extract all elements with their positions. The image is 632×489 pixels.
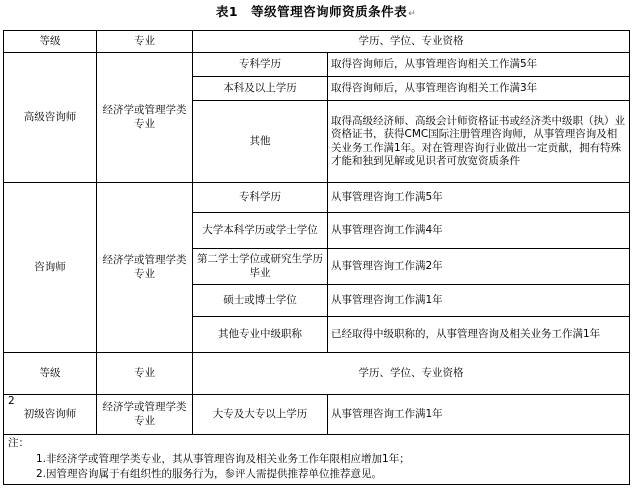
consultant-level: 咨询师	[4, 183, 97, 353]
senior-edu-3: 其他	[193, 101, 328, 183]
consultant-edu-1: 专科学历	[193, 183, 328, 213]
consultant-req-1: 从事管理咨询工作满5年	[328, 183, 630, 213]
consultant-req-2: 从事管理咨询工作满4年	[328, 213, 630, 249]
junior-level-cell	[4, 395, 97, 435]
table-title-text: 表1 等级管理咨询师资质条件表	[215, 4, 408, 19]
notes-cell	[4, 435, 630, 485]
junior-edu: 大专及大专以上学历	[193, 395, 328, 435]
notes-label: 注：	[8, 437, 29, 449]
consultant-edu-2: 大学本科学历或学士学位	[193, 213, 328, 249]
consultant-edu-3: 第二学士学位或研究生学历毕业	[193, 249, 328, 285]
header-level: 等级	[4, 31, 97, 53]
notes-row	[4, 435, 630, 485]
senior-req-3: 取得高级经济师、高级会计师资格证书或经济类中级职（执）业资格证书，获得CMC国际注册管理咨询师，从事管理咨询及相关业务工作满1年。对在管理咨询行业做出一定贡献，拥有特殊才能和独到见解或见识者可放宽资质条件	[328, 101, 630, 183]
senior-major: 经济学或管理学类专业	[97, 53, 193, 183]
header-row	[4, 31, 630, 53]
junior-row	[4, 395, 630, 435]
senior-row-1	[4, 53, 630, 77]
qualification-table	[3, 30, 630, 485]
header-major: 专业	[97, 31, 193, 53]
senior-req-1: 取得咨询师后，从事管理咨询相关工作满5年	[328, 53, 630, 77]
senior-level: 高级咨询师	[4, 53, 97, 183]
senior-edu-1: 专科学历	[193, 53, 328, 77]
junior-req: 从事管理咨询工作满1年	[328, 395, 630, 435]
consultant-major: 经济学或管理学类专业	[97, 183, 193, 353]
consultant-req-3: 从事管理咨询工作满2年	[328, 249, 630, 285]
consultant-req-5: 已经取得中级职称的，从事管理咨询及相关业务工作满1年	[328, 317, 630, 353]
header-row-2	[4, 353, 630, 395]
senior-req-2: 取得咨询师后，从事管理咨询相关工作满3年	[328, 77, 630, 101]
consultant-edu-4: 硕士或博士学位	[193, 285, 328, 317]
junior-level: 初级咨询师	[23, 407, 77, 420]
table-title	[0, 2, 632, 20]
junior-row-number: 2	[8, 395, 15, 407]
header2-qualifications: 学历、学位、专业资格	[193, 353, 630, 395]
note-item-2: 2.因管理咨询属于有组织性的服务行为，参评人需提供推荐单位推荐意见。	[36, 468, 383, 480]
consultant-row-1	[4, 183, 630, 213]
header2-major: 专业	[97, 353, 193, 395]
header-qualifications: 学历、学位、专业资格	[193, 31, 630, 53]
senior-edu-2: 本科及以上学历	[193, 77, 328, 101]
junior-major: 经济学或管理学类专业	[97, 395, 193, 435]
consultant-edu-5: 其他专业中级职称	[193, 317, 328, 353]
note-item-1: 1.非经济学或管理学类专业，其从事管理咨询及相关业务工作年限相应增加1年；	[36, 452, 410, 465]
header2-level: 等级	[4, 353, 97, 395]
paragraph-mark-icon: ↵	[408, 9, 417, 19]
consultant-req-4: 从事管理咨询工作满1年	[328, 285, 630, 317]
